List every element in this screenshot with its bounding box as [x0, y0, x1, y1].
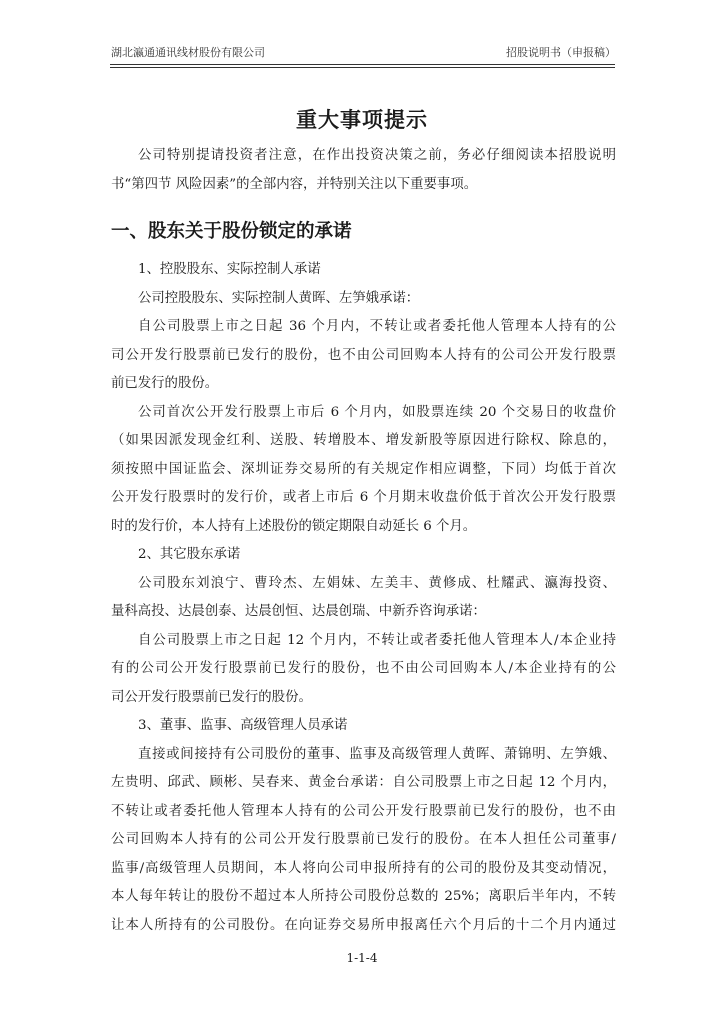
sub1-block [111, 256, 616, 940]
sub3-para-line: 本人每年转让的股份不超过本人所持公司股份总数的 25%；离职后半年内，不转 [111, 889, 616, 904]
section-heading: 一、股东关于股份锁定的承诺 [111, 221, 352, 242]
sub1-heading: 1、控股股东、实际控制人承诺 [138, 262, 321, 277]
sub2-para-line: 自公司股票上市之日起 12 个月内，不转让或者委托他人管理本人/本企业持 [138, 632, 616, 648]
sub1-intro: 公司控股股东、实际控制人黄晖、左笋娥承诺： [138, 290, 420, 306]
sub2-intro-line: 量科高投、达晨创泰、达晨创恒、达晨创瑞、中新乔咨询承诺： [111, 604, 486, 619]
header-company-name: 湖北瀛通通讯线材股份有限公司 [111, 46, 265, 59]
sub2-heading: 2、其它股东承诺 [138, 547, 241, 562]
sub2-intro-line: 公司股东刘浪宁、曹玲杰、左娟妹、左美丰、黄修成、杜耀武、瀛海投资、 [138, 575, 616, 591]
sub3-para-line: 监事/高级管理人员期间，本人将向公司申报所持有的公司的股份及其变动情况， [111, 860, 616, 876]
sub2-para-line: 司公开发行股票前已发行的股份。 [111, 689, 312, 705]
sub3-para-line: 直接或间接持有公司股份的董事、监事及高级管理人黄晖、萧锦明、左笋娥、 [138, 746, 616, 762]
sub1-para2-line: 公开发行股票时的发行价，或者上市后 6 个月期末收盘价低于首次公开发行股票 [111, 490, 616, 505]
sub2-para-line: 有的公司公开发行股票前已发行的股份，也不由公司回购本人/本企业持有的公 [111, 661, 616, 676]
sub1-para1-line: 自公司股票上市之日起 36 个月内，不转让或者委托他人管理本人持有的公 [138, 319, 616, 334]
sub1-para2-line: 须按照中国证监会、深圳证券交易所的有关规定作相应调整，下同）均低于首次 [111, 461, 616, 477]
intro-paragraph [111, 142, 616, 199]
sub3-heading: 3、董事、监事、高级管理人员承诺 [138, 718, 348, 733]
intro-line: 书“第四节 风险因素”的全部内容，并特别关注以下重要事项。 [111, 176, 478, 192]
header-rule-thick [110, 64, 615, 65]
header-rule-thin [110, 67, 615, 68]
sub3-para-line: 公司回购本人持有的公司公开发行股票前已发行的股份。在本人担任公司董事/ [111, 832, 616, 847]
sub1-para2-line: （如果因派发现金红利、送股、转增股本、增发新股等原因进行除权、除息的， [111, 433, 616, 448]
page-number: 1-1-4 [346, 951, 378, 965]
sub1-para1-line: 前已发行的股份。 [111, 376, 219, 391]
header-document-type: 招股说明书（申报稿） [506, 46, 616, 59]
intro-line: 公司特别提请投资者注意，在作出投资决策之前，务必仔细阅读本招股说明 [138, 148, 616, 163]
sub3-para-line: 不转让或者委托他人管理本人持有的公司公开发行股票前已发行的股份，也不由 [111, 803, 616, 819]
sub1-para2-line: 时的发行价，本人持有上述股份的锁定期限自动延长 6 个月。 [111, 518, 477, 534]
page-title: 重大事项提示 [296, 108, 428, 132]
sub1-para2-line: 公司首次公开发行股票上市后 6 个月内，如股票连续 20 个交易日的收盘价 [138, 404, 616, 420]
sub1-para1-line: 司公开发行股票前已发行的股份，也不由公司回购本人持有的公司公开发行股票 [111, 347, 616, 363]
sub3-para-line: 让本人所持有的公司股份。在向证券交易所申报离任六个月后的十二个月内通过 [111, 917, 616, 933]
sub3-para-line: 左贵明、邱武、顾彬、吴春来、黄金台承诺：自公司股票上市之日起 12 个月内， [111, 775, 616, 790]
